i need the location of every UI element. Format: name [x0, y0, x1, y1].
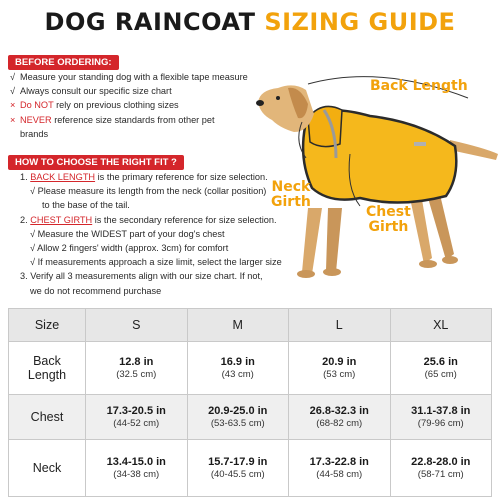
chest-label-line2: Girth	[368, 219, 409, 235]
table-cell	[86, 342, 188, 395]
list-number: 2.	[20, 214, 28, 225]
list-item	[10, 184, 288, 198]
cell-cm: (68-82 cm)	[316, 418, 363, 429]
before-ordering-list	[10, 70, 275, 141]
cell-inches: 20.9 in	[322, 356, 357, 368]
list-item-text: to the base of the tail.	[42, 200, 130, 211]
header-cell: Size	[9, 309, 86, 342]
list-item-text: is the primary reference for size selection.	[95, 172, 268, 182]
chest-label-line1: Chest	[366, 204, 411, 220]
cell-inches: 13.4-15.0 in	[106, 456, 166, 468]
before-ordering-tag: BEFORE ORDERING:	[8, 55, 119, 70]
size-chart-table	[8, 308, 492, 497]
list-item	[10, 70, 275, 84]
cell-cm: (44-58 cm)	[316, 469, 363, 480]
list-number: 1.	[20, 172, 28, 182]
list-item-text: √ If measurements approach a size limit, select the larger size	[30, 257, 282, 268]
cell-inches: 31.1-37.8 in	[411, 405, 471, 417]
cell-inches: 22.8-28.0 in	[411, 456, 471, 468]
cell-cm: (65 cm)	[424, 369, 457, 380]
list-item-text: rely on previous clothing sizes	[53, 100, 179, 111]
cell-cm: (79-96 cm)	[417, 418, 464, 429]
list-item-text: reference size standards from other pet	[51, 114, 215, 125]
neck-label-line2: Girth	[271, 194, 311, 210]
row-label	[9, 342, 86, 395]
list-item	[10, 98, 275, 112]
list-item-text: Always consult our specific size chart	[20, 86, 172, 97]
header-cell: S	[86, 309, 188, 342]
table-cell	[289, 440, 391, 497]
list-item	[10, 269, 288, 283]
cell-cm: (34-38 cm)	[113, 469, 160, 480]
page-title	[0, 8, 500, 36]
back-length-label: Back Length	[370, 78, 468, 94]
table-row	[9, 395, 492, 440]
cell-inches: 16.9 in	[220, 356, 255, 368]
dog-raincoat-illustration	[250, 58, 500, 298]
cell-cm: (58-71 cm)	[417, 469, 464, 480]
table-cell	[187, 440, 289, 497]
table-cell	[390, 440, 492, 497]
list-item-emphasis: NEVER	[20, 114, 52, 125]
chest-girth-label	[366, 205, 411, 235]
table-cell	[187, 395, 289, 440]
cell-inches: 20.9-25.0 in	[208, 405, 268, 417]
list-item-text: is the secondary reference for size selection.	[92, 214, 277, 225]
row-label-line1: Back	[33, 354, 61, 368]
cell-inches: 17.3-20.5 in	[106, 405, 166, 417]
cell-cm: (44-52 cm)	[113, 418, 160, 429]
list-item	[10, 227, 288, 241]
check-icon: √	[10, 72, 16, 82]
cell-inches: 25.6 in	[423, 356, 458, 368]
list-item	[10, 113, 275, 127]
table-cell	[187, 342, 289, 395]
list-item	[10, 84, 275, 98]
table-cell	[86, 395, 188, 440]
list-item-text: 3. Verify all 3 measurements align with our size chart. If not,	[20, 271, 263, 282]
row-label: Neck	[9, 440, 86, 497]
list-item-emphasis: BACK LENGTH	[30, 172, 96, 182]
list-item-text: Measure your standing dog with a flexible tape measure	[20, 72, 248, 82]
table-cell	[86, 440, 188, 497]
table-cell	[390, 342, 492, 395]
list-item-text: we do not recommend purchase	[30, 285, 162, 296]
list-item	[10, 170, 288, 184]
title-part-2: SIZING GUIDE	[264, 8, 456, 36]
list-item	[10, 284, 288, 298]
table-header-row	[9, 309, 492, 342]
list-item-emphasis: Do NOT	[20, 100, 54, 111]
list-item	[10, 241, 288, 255]
list-item-text: brands	[20, 128, 49, 139]
list-item	[10, 198, 288, 212]
cell-cm: (43 cm)	[221, 369, 254, 380]
cross-icon: ×	[10, 114, 16, 125]
header-cell: M	[187, 309, 289, 342]
header-cell: L	[289, 309, 391, 342]
header-cell: XL	[390, 309, 492, 342]
list-item-text: √ Please measure its length from the neck (collar position)	[30, 186, 267, 197]
table-cell	[289, 395, 391, 440]
choose-fit-tag: HOW TO CHOOSE THE RIGHT FIT ?	[8, 155, 184, 170]
list-item-text: √ Measure the WIDEST part of your dog's chest	[30, 228, 225, 239]
neck-label-line1: Neck	[271, 179, 311, 195]
cell-inches: 26.8-32.3 in	[309, 405, 369, 417]
choose-fit-list	[10, 170, 288, 298]
list-item	[10, 255, 288, 269]
title-part-1: DOG RAINCOAT	[44, 8, 256, 36]
list-item-emphasis: CHEST GIRTH	[30, 214, 93, 225]
table-row	[9, 440, 492, 497]
list-item	[10, 127, 275, 141]
table-cell	[289, 342, 391, 395]
list-item	[10, 213, 288, 227]
neck-girth-label	[271, 180, 311, 210]
table-row	[9, 342, 492, 395]
check-icon: √	[10, 86, 16, 97]
cell-inches: 12.8 in	[119, 356, 154, 368]
table-cell	[390, 395, 492, 440]
cell-cm: (40-45.5 cm)	[210, 469, 265, 480]
row-label: Chest	[9, 395, 86, 440]
cell-inches: 17.3-22.8 in	[309, 456, 369, 468]
cell-cm: (53 cm)	[323, 369, 356, 380]
cross-icon: ×	[10, 100, 16, 111]
row-label-line2: Length	[27, 368, 67, 382]
list-item-text: √ Allow 2 fingers' width (approx. 3cm) for comfort	[30, 243, 229, 254]
cell-inches: 15.7-17.9 in	[208, 456, 268, 468]
cell-cm: (32.5 cm)	[116, 369, 157, 380]
cell-cm: (53-63.5 cm)	[210, 418, 265, 429]
